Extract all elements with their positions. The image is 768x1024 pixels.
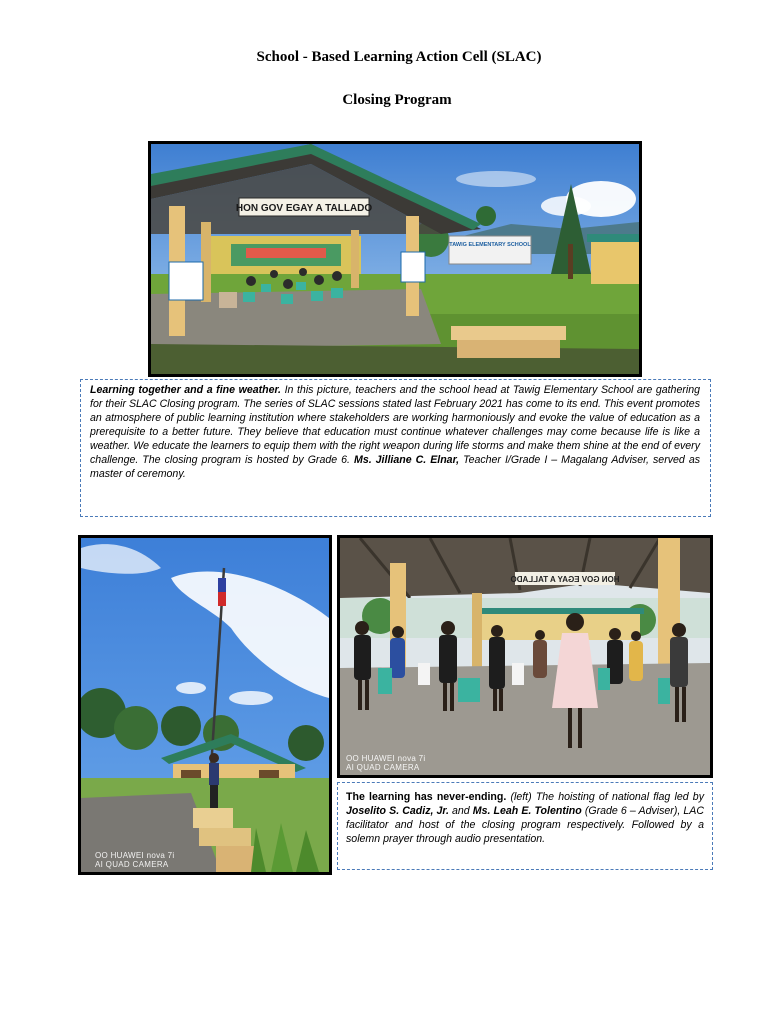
photo-covered-court: [148, 141, 642, 377]
caption-2-name-1: Joselito S. Cadiz, Jr.: [346, 805, 449, 817]
flag-hoisting-illustration: [81, 538, 329, 872]
photo-solemn-prayer: [337, 535, 713, 778]
caption-1-text-b: Teacher I/Grade I – Magalang Adviser, served as master of ceremony.: [90, 454, 701, 480]
caption-1-lead: Learning together and a fine weather.: [90, 384, 281, 396]
document-title: School - Based Learning Action Cell (SLAC): [256, 49, 542, 65]
court-signboard-text: HON GOV EGAY A TALLADO: [235, 203, 373, 214]
flag-watermark-line-1: OO HUAWEI nova 7i: [95, 851, 175, 860]
photo-flag-hoisting: [78, 535, 332, 875]
caption-2-text-a: (left) The hoisting of national flag led by: [506, 791, 704, 803]
covered-court-illustration: [151, 144, 639, 374]
flag-watermark-line-2: AI QUAD CAMERA: [95, 860, 169, 869]
caption-1-mc-name: Ms. Jilliane C. Elnar,: [354, 454, 460, 466]
caption-1-text-a: In this picture, teachers and the school head at Tawig Elementary School are gathering for their SLAC Closing program. The series of SLAC sessions stated last February 2021 has come to its end. This event promotes an atmosphere of public learning institution where stakeholders are working harmoniously and evoke the value of education as a prerequisite to a better future. They believe that education must continue whatever challenges may come because life is like a weather. We educate the learners to equip them with the right weapon during life storms and make them shine at the end of every challenge. The closing program is hosted by Grade 6.: [90, 384, 700, 466]
people-watermark-line-1: OO HUAWEI nova 7i: [346, 754, 426, 763]
caption-covered-court: [80, 379, 711, 517]
caption-solemn-prayer: [337, 782, 713, 870]
caption-2-text-b: and: [448, 805, 473, 817]
caption-2-text-c: (Grade 6 – Adviser), LAC facilitator and host of the closing program respectively. Followed by a solemn prayer through audio presentation.: [346, 805, 705, 845]
mirrored-signboard-text: HON GOV EGAY A TALLADO: [510, 575, 620, 584]
people-watermark-line-2: AI QUAD CAMERA: [346, 763, 420, 772]
caption-2-lead: The learning has never-ending.: [346, 791, 507, 803]
school-sign-text: TAWIG ELEMENTARY SCHOOL: [449, 242, 531, 248]
caption-2-name-2: Ms. Leah E. Tolentino: [472, 805, 582, 817]
solemn-prayer-illustration: [340, 538, 710, 775]
document-subtitle: Closing Program: [342, 92, 452, 108]
